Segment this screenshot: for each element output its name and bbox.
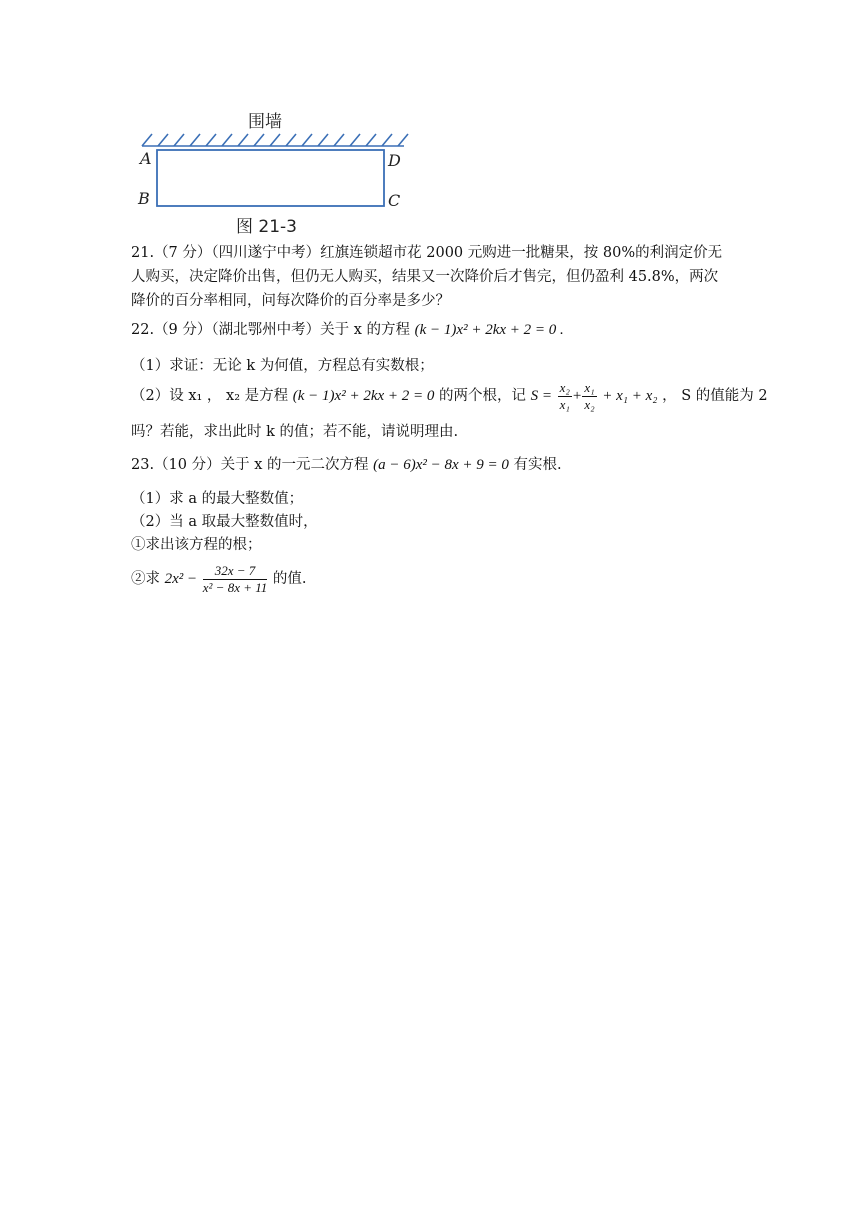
fence-rectangle xyxy=(157,150,384,206)
question-22-part-2-equation: (k − 1)x² + 2kx + 2 = 0 xyxy=(292,388,435,404)
fraction-denominator: x² − 8x + 11 xyxy=(202,579,268,595)
question-23-sub-2-lead: ②求 xyxy=(131,571,160,587)
wall-label: 围墙 xyxy=(248,112,282,132)
fraction-denominator: x₁ xyxy=(559,396,570,412)
question-22-part-2-tail: ， S 的值能为 2 xyxy=(662,388,768,404)
vertex-d-label: D xyxy=(388,151,401,170)
question-23-sub-2-tail: 的值. xyxy=(272,571,307,587)
vertex-c-label: C xyxy=(388,191,401,210)
fraction-numerator: x₁ xyxy=(584,379,595,395)
fraction-denominator: x₂ xyxy=(584,396,595,412)
question-22-part-2-mid: 的两个根，记 xyxy=(438,388,526,404)
expression-fraction xyxy=(203,563,268,596)
figure-21-3 xyxy=(128,100,418,240)
expression-lead: 2x² − xyxy=(164,571,198,587)
s-expression-lhs: S = xyxy=(530,388,552,404)
question-22-part-2-continued: 吗？若能，求出此时 k 的值；若不能，请说明理由. xyxy=(131,424,459,440)
question-22-equation: (k − 1)x² + 2kx + 2 = 0 . xyxy=(414,322,564,338)
question-22-stem xyxy=(131,318,564,342)
question-22-part-2-lead: （2）设 x₁ ， x₂ 是方程 xyxy=(131,388,289,404)
question-23-part-2: （2）当 a 取最大整数值时， xyxy=(131,514,318,530)
question-23-sub-1: ①求出该方程的根； xyxy=(131,537,262,553)
fraction-x2-over-x1 xyxy=(558,380,572,413)
question-22-intro: 22.（9 分）（湖北鄂州中考）关于 x 的方程 xyxy=(131,322,411,338)
fraction-x1-over-x2 xyxy=(582,380,596,413)
question-23-stem xyxy=(131,453,562,477)
vertex-a-label: A xyxy=(140,149,152,168)
question-23-part-1: （1）求 a 的最大整数值； xyxy=(131,491,304,507)
fraction-numerator: 32x − 7 xyxy=(203,563,268,580)
question-23-sub-2 xyxy=(131,560,307,598)
question-22-part-1: （1）求证：无论 k 为何值，方程总有实数根； xyxy=(131,358,434,374)
question-23-equation: (a − 6)x² − 8x + 9 = 0 xyxy=(373,457,509,473)
question-22-part-2: （2）设 x₁ ， x₂ 是方程 (k − 1)x² + 2kx + 2 = 0 的两个根，记 S = $\frac{\text{x₂}}{\text{x₁}}$ + $\frac{\text{x₁}}{\text{x₂}}$ + x₁ + x₂ ， S 的值能为 2 xyxy=(131,379,768,412)
wall-hatching xyxy=(142,134,408,146)
fraction-numerator: x₂ xyxy=(559,379,570,395)
question-23-intro: 23.（10 分）关于 x 的一元二次方程 xyxy=(131,457,369,473)
figure-caption: 图 21-3 xyxy=(236,217,297,237)
vertex-b-label: B xyxy=(138,189,150,208)
question-23-intro-end: 有实根. xyxy=(513,457,562,473)
s-expression-rhs: + x₁ + x₂ xyxy=(602,388,658,404)
question-21: 21.（7 分）（四川遂宁中考）红旗连锁超市花 2000 元购进一批糖果，按 80%的利润定价无人购买，决定降价出售，但仍无人购买，结果又一次降价后才售完，但仍盈利 45.8%，两次降价的百分率相同，问每次降价的百分率是多少？ xyxy=(131,245,723,309)
